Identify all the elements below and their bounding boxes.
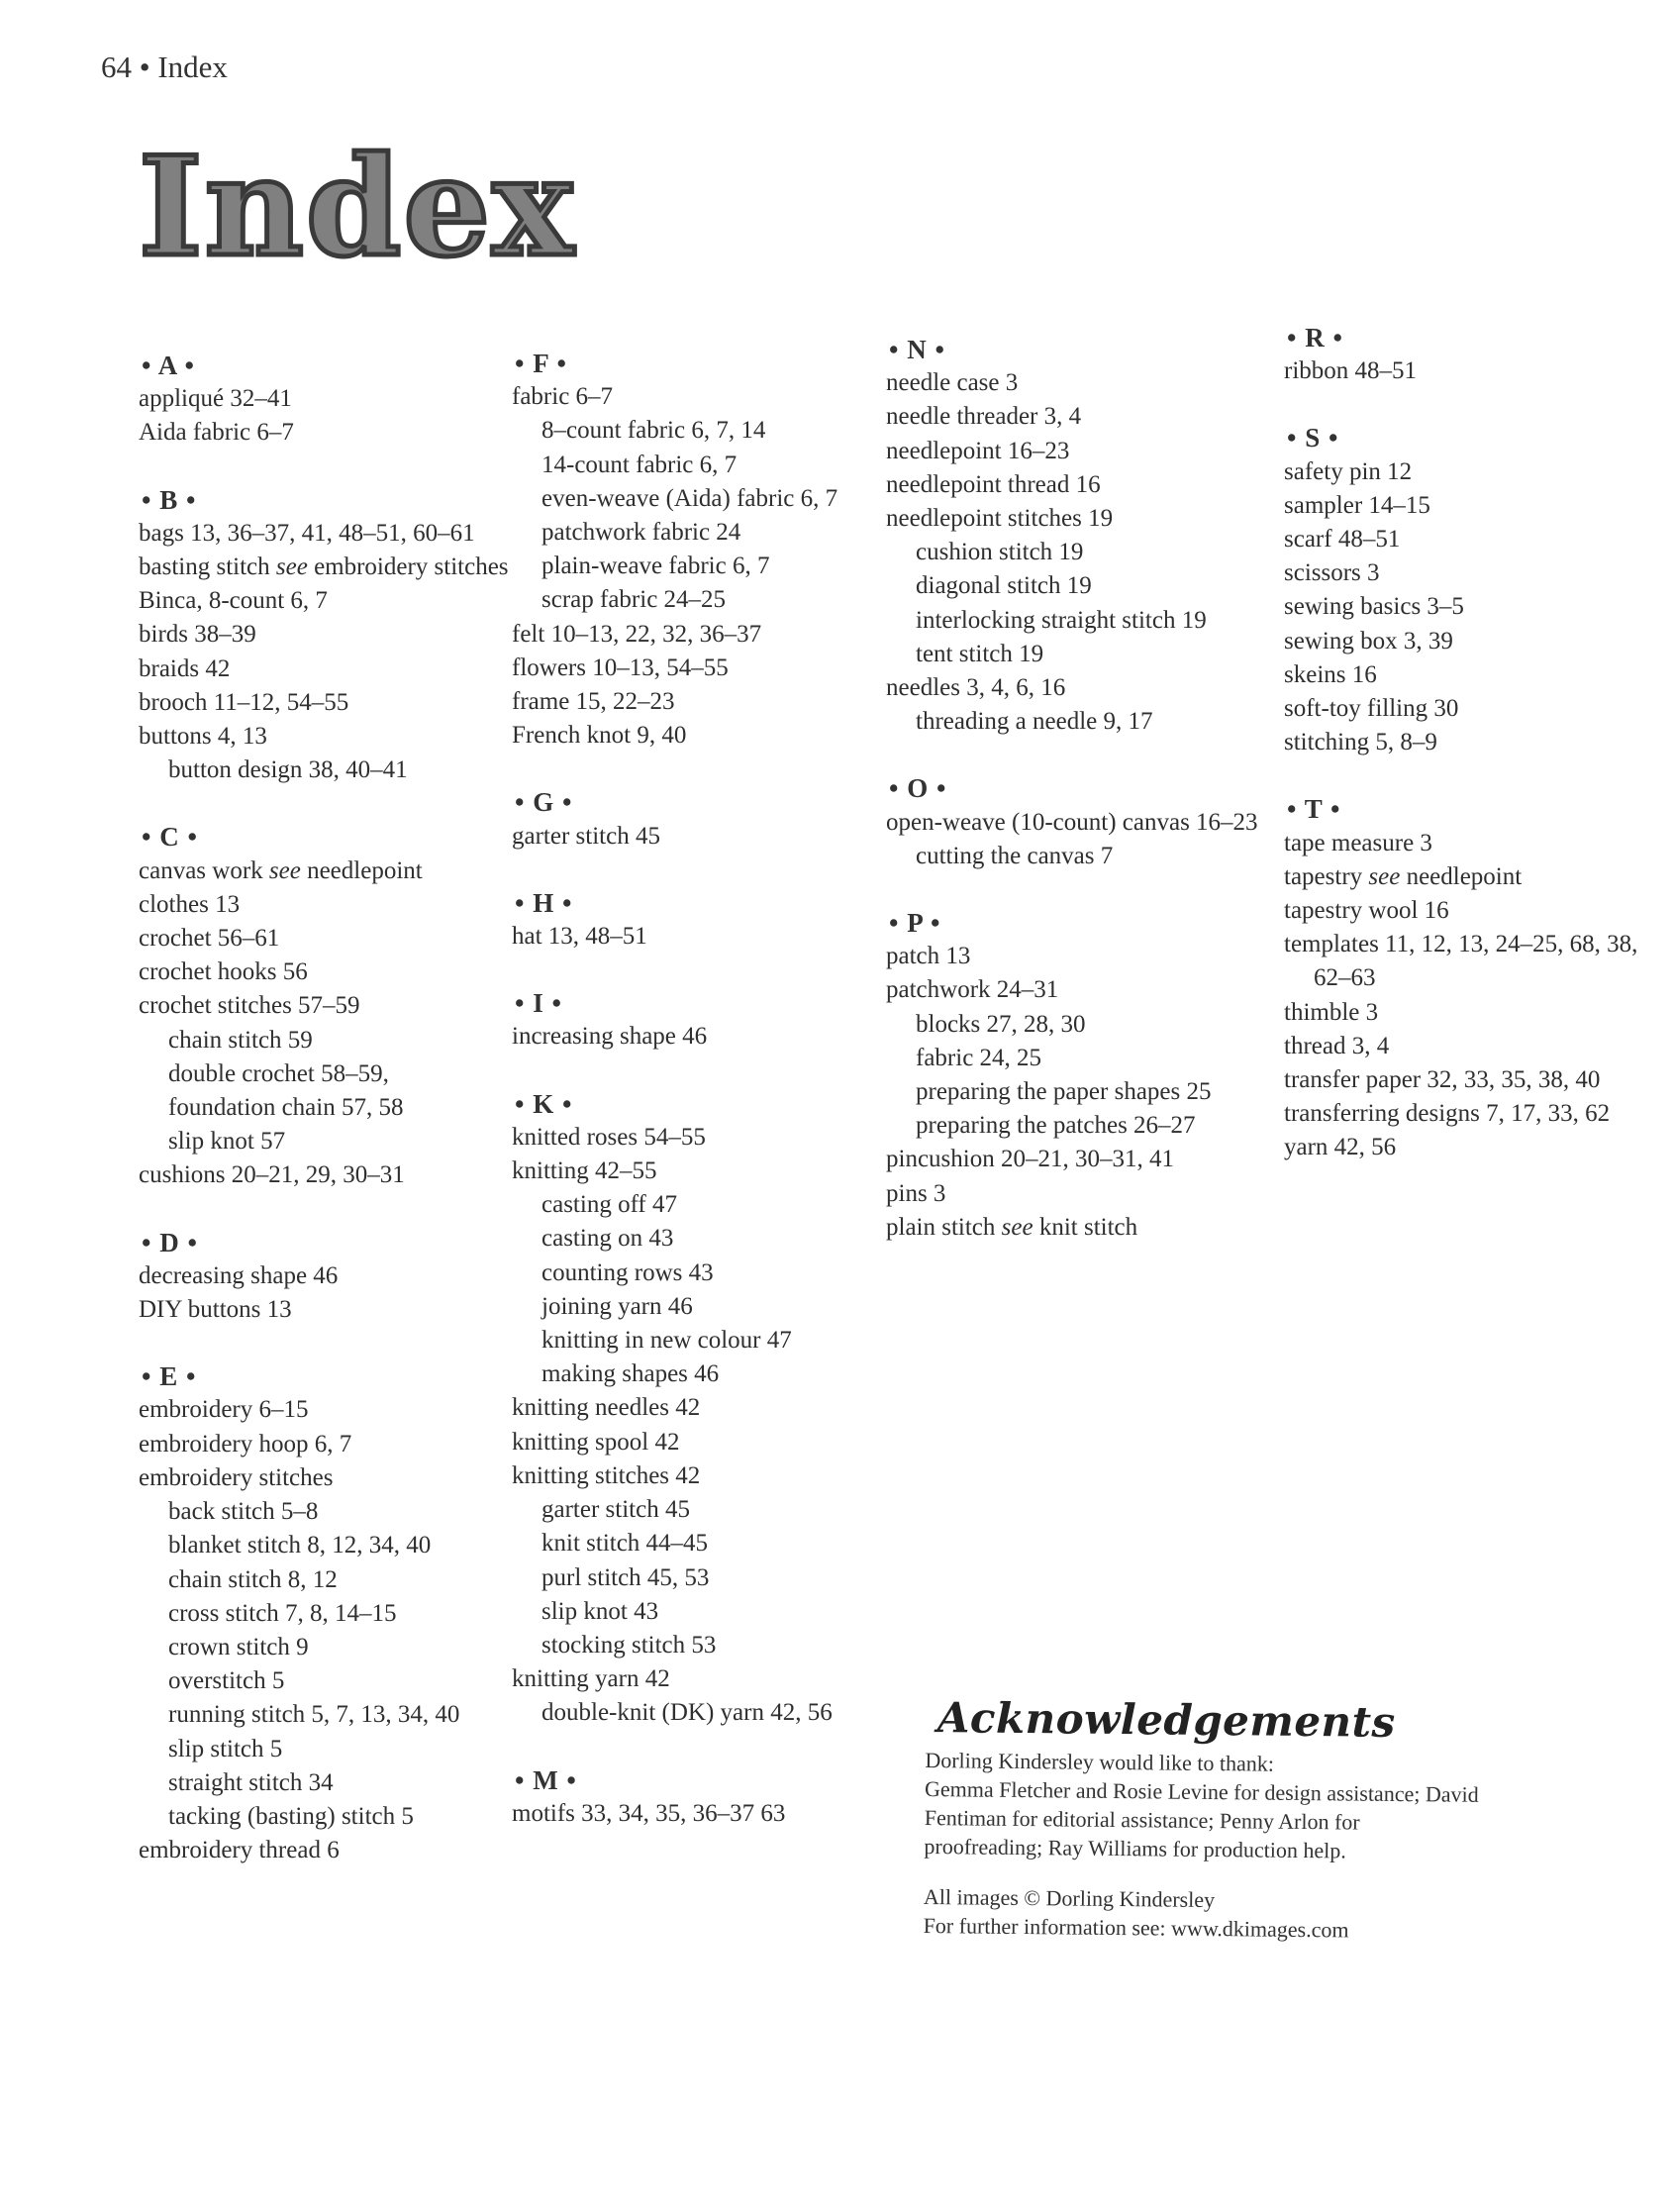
index-subentry: cushion stitch 19: [916, 539, 1084, 566]
index-subentry: plain-weave fabric 6, 7: [541, 553, 770, 580]
index-section: [512, 986, 888, 1054]
index-entry: hat 13, 48–51: [512, 923, 647, 951]
index-subentry: fabric 24, 25: [916, 1044, 1042, 1071]
index-entry: pincushion 20–21, 30–31, 41: [886, 1146, 1174, 1173]
index-entry: embroidery hoop 6, 7: [139, 1430, 352, 1458]
section-letter: • I •: [515, 988, 562, 1019]
section-letter: • O •: [889, 773, 947, 804]
index-section: [1284, 321, 1640, 388]
index-section: [139, 349, 515, 451]
index-entry: needle case 3: [886, 369, 1019, 397]
index-section: [139, 483, 515, 788]
section-letter: • D •: [142, 1227, 198, 1257]
index-subentry: overstitch 5: [168, 1667, 285, 1695]
index-subentry: double crochet 58–59,: [168, 1059, 389, 1087]
index-entry: sewing box 3, 39: [1284, 627, 1453, 654]
thanks-body: Gemma Fletcher and Rosie Levine for design assistance; David Fentiman for editorial assistance; Penny Arlon for proofreading; Ray Williams for production help.: [924, 1775, 1479, 1863]
section-letter: • T •: [1287, 794, 1341, 825]
entry-term: tapestry: [1284, 862, 1369, 890]
index-entry: sampler 14–15: [1284, 491, 1430, 519]
thanks-intro: Dorling Kindersley would like to thank:: [925, 1747, 1275, 1776]
index-entry: safety pin 12: [1284, 457, 1413, 485]
index-entry: tape measure 3: [1284, 829, 1432, 856]
index-entry: knitting needles 42: [512, 1394, 701, 1422]
index-entry: DIY buttons 13: [139, 1296, 292, 1324]
index-subentry: chain stitch 59: [168, 1026, 313, 1054]
index-entry: knitted roses 54–55: [512, 1123, 706, 1151]
index-entry: flowers 10–13, 54–55: [512, 654, 729, 681]
index-entry: crochet stitches 57–59: [139, 992, 360, 1020]
section-letter: • P •: [889, 908, 941, 939]
index-section: [512, 886, 888, 954]
index-section: [512, 1763, 888, 1831]
index-entry: sewing basics 3–5: [1284, 593, 1464, 621]
index-entry: pins 3: [886, 1179, 946, 1207]
index-entry: open-weave (10-count) canvas 16–23: [886, 808, 1258, 836]
index-entry: appliqué 32–41: [139, 385, 292, 413]
section-letter: • B •: [142, 484, 197, 515]
index-subentry: tacking (basting) stitch 5: [168, 1802, 414, 1830]
index-subentry: purl stitch 45, 53: [541, 1563, 710, 1591]
page-title: Index: [139, 126, 576, 287]
index-entry: [1284, 860, 1640, 894]
running-head: 64 • Index: [101, 50, 228, 84]
index-section: [1284, 792, 1640, 1164]
index-entry: clothes 13: [139, 890, 241, 918]
index-entry: braids 42: [139, 654, 231, 682]
see-reference: see: [1001, 1213, 1033, 1241]
index-subentry: foundation chain 57, 58: [168, 1094, 404, 1122]
index-entry: garter stitch 45: [512, 822, 660, 850]
index-subentry: tent stitch 19: [916, 640, 1044, 667]
index-section: [1284, 421, 1640, 759]
index-entry: brooch 11–12, 54–55: [139, 688, 349, 716]
index-subentry: straight stitch 34: [168, 1768, 334, 1796]
index-entry: skeins 16: [1284, 660, 1377, 688]
index-subentry: stocking stitch 53: [541, 1631, 717, 1659]
index-column-2: [512, 347, 888, 1831]
entry-term: canvas work: [139, 856, 269, 884]
acknowledgements: [923, 1693, 1479, 1946]
index-subentry: running stitch 5, 7, 13, 34, 40: [168, 1701, 460, 1729]
index-entry: stitching 5, 8–9: [1284, 729, 1437, 756]
section-letter: • C •: [142, 822, 198, 853]
index-subentry: patchwork fabric 24: [541, 519, 741, 547]
index-entry: embroidery stitches: [139, 1463, 334, 1491]
entry-target: needlepoint: [300, 856, 423, 884]
see-reference: see: [275, 553, 308, 581]
index-section: [512, 347, 888, 753]
index-entry: ribbon 48–51: [1284, 357, 1418, 385]
index-subentry: slip knot 57: [168, 1128, 286, 1156]
index-entry: needle threader 3, 4: [886, 403, 1082, 431]
index-subentry: counting rows 43: [541, 1258, 714, 1286]
index-entry: fabric 6–7: [512, 383, 614, 411]
index-section: [886, 333, 1262, 739]
index-entry: embroidery thread 6: [139, 1837, 340, 1864]
index-entry: patchwork 24–31: [886, 976, 1059, 1004]
index-section: [886, 906, 1262, 1245]
copyright-line: All images © Dorling Kindersley: [923, 1883, 1216, 1913]
index-entry: decreasing shape 46: [139, 1261, 339, 1289]
index-entry: bags 13, 36–37, 41, 48–51, 60–61: [139, 519, 475, 547]
index-subentry: slip stitch 5: [168, 1735, 283, 1762]
index-subentry: knit stitch 44–45: [541, 1530, 709, 1558]
index-entry: soft-toy filling 30: [1284, 695, 1459, 723]
index-entry: [886, 1211, 1262, 1245]
index-subentry: diagonal stitch 19: [916, 572, 1092, 600]
index-subentry: 14-count fabric 6, 7: [541, 451, 738, 478]
index-subentry: slip knot 43: [541, 1597, 659, 1625]
index-entry: crochet 56–61: [139, 925, 280, 953]
entry-term: basting stitch: [139, 553, 276, 581]
entry-target: embroidery stitches: [307, 553, 509, 581]
index-subentry: even-weave (Aida) fabric 6, 7: [541, 484, 838, 512]
index-subentry: double-knit (DK) yarn 42, 56: [541, 1699, 833, 1727]
index-entry: Aida fabric 6–7: [139, 419, 294, 447]
index-entry: buttons 4, 13: [139, 723, 267, 751]
index-entry: templates 11, 12, 13, 24–25, 68, 38, 62–63: [1284, 931, 1638, 992]
index-section: [512, 1087, 888, 1731]
index-section: [139, 820, 515, 1192]
index-entry: needles 3, 4, 6, 16: [886, 674, 1066, 702]
section-letter: • E •: [142, 1361, 197, 1392]
index-subentry: garter stitch 45: [541, 1496, 690, 1524]
index-entry: needlepoint 16–23: [886, 437, 1070, 464]
index-column-4: [1284, 321, 1640, 1165]
index-entry: knitting 42–55: [512, 1157, 657, 1185]
index-subentry: scrap fabric 24–25: [541, 586, 727, 614]
entry-term: plain stitch: [886, 1213, 1002, 1241]
index-section: [139, 1359, 515, 1867]
index-entry: knitting spool 42: [512, 1428, 680, 1456]
section-letter: • A •: [142, 351, 195, 380]
index-entry: cushions 20–21, 29, 30–31: [139, 1161, 405, 1189]
index-entry: thimble 3: [1284, 998, 1379, 1026]
index-subentry: chain stitch 8, 12: [168, 1565, 338, 1593]
section-letter: • M •: [515, 1764, 577, 1795]
section-letter: • R •: [1287, 323, 1343, 352]
index-entry: Binca, 8-count 6, 7: [139, 587, 328, 615]
index-section: [139, 1226, 515, 1328]
section-letter: • H •: [515, 887, 573, 918]
index-subentry: cross stitch 7, 8, 14–15: [168, 1599, 397, 1627]
entry-target: needlepoint: [1400, 862, 1523, 890]
index-column-3: [886, 333, 1262, 1245]
section-letter: • N •: [889, 335, 945, 364]
section-letter: • G •: [515, 787, 573, 818]
index-subentry: casting on 43: [541, 1225, 674, 1253]
see-reference: see: [1368, 862, 1401, 890]
index-subentry: interlocking straight stitch 19: [916, 606, 1207, 634]
acknowledgements-title: Acknowledgements: [936, 1693, 1396, 1747]
index-subentry: threading a needle 9, 17: [916, 708, 1153, 736]
index-entry: transferring designs 7, 17, 33, 62: [1284, 1100, 1611, 1128]
index-entry: increasing shape 46: [512, 1023, 708, 1051]
index-entry: scissors 3: [1284, 559, 1380, 587]
index-entry: patch 13: [886, 943, 971, 970]
see-reference: see: [268, 856, 301, 884]
index-subentry: making shapes 46: [541, 1360, 720, 1388]
index-entry: frame 15, 22–23: [512, 688, 675, 716]
section-letter: • K •: [515, 1088, 573, 1119]
index-subentry: joining yarn 46: [541, 1292, 693, 1320]
index-subentry: button design 38, 40–41: [168, 756, 408, 784]
index-section: [512, 785, 888, 853]
index-entry: knitting stitches 42: [512, 1461, 701, 1489]
index-entry: knitting yarn 42: [512, 1665, 670, 1693]
index-section: [886, 771, 1262, 873]
index-entry: thread 3, 4: [1284, 1032, 1390, 1059]
section-letter: • F •: [515, 349, 567, 378]
index-entry: needlepoint stitches 19: [886, 505, 1114, 533]
index-subentry: blanket stitch 8, 12, 34, 40: [168, 1532, 432, 1559]
index-subentry: crown stitch 9: [168, 1633, 309, 1660]
index-column-1: [139, 349, 515, 1867]
index-entry: motifs 33, 34, 35, 36–37 63: [512, 1799, 786, 1827]
index-entry: tapestry wool 16: [1284, 897, 1449, 925]
index-subentry: preparing the paper shapes 25: [916, 1078, 1212, 1106]
index-entry: birds 38–39: [139, 621, 256, 649]
index-entry: felt 10–13, 22, 32, 36–37: [512, 620, 762, 648]
index-subentry: 8–count fabric 6, 7, 14: [541, 417, 766, 445]
index-entry: [139, 855, 515, 888]
index-entry: crochet hooks 56: [139, 958, 308, 986]
more-info-line: For further information see: www.dkimages.com: [923, 1912, 1349, 1943]
index-subentry: blocks 27, 28, 30: [916, 1010, 1086, 1038]
entry-target: knit stitch: [1033, 1213, 1138, 1241]
index-subentry: back stitch 5–8: [168, 1498, 319, 1526]
section-letter: • S •: [1287, 423, 1339, 453]
index-entry: needlepoint thread 16: [886, 470, 1101, 498]
index-subentry: cutting the canvas 7: [916, 842, 1114, 869]
index-entry: embroidery 6–15: [139, 1396, 309, 1424]
index-subentry: casting off 47: [541, 1191, 678, 1219]
index-subentry: preparing the patches 26–27: [916, 1112, 1196, 1140]
index-entry: transfer paper 32, 33, 35, 38, 40: [1284, 1066, 1601, 1094]
index-entry: yarn 42, 56: [1284, 1134, 1397, 1161]
index-entry: French knot 9, 40: [512, 722, 687, 750]
index-subentry: knitting in new colour 47: [541, 1327, 792, 1355]
index-entry: scarf 48–51: [1284, 526, 1401, 553]
index-entry: [139, 551, 515, 584]
